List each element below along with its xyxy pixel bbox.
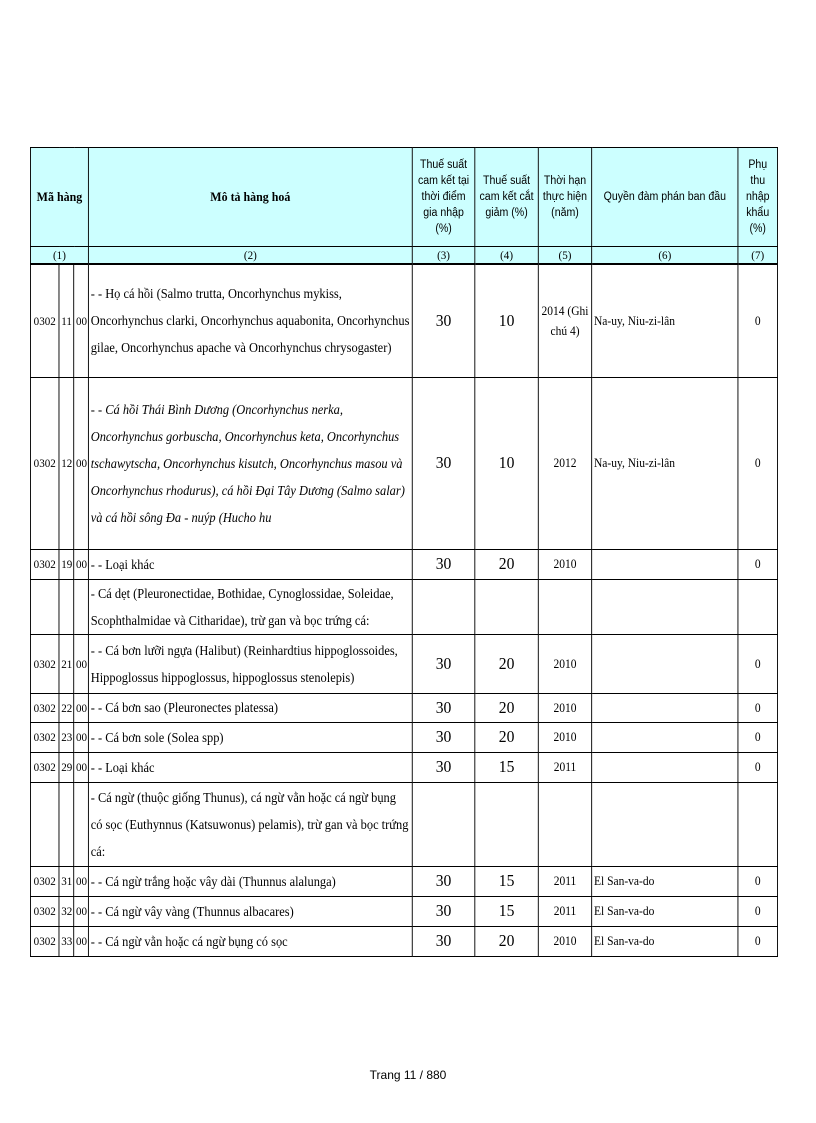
- implementation-year: 2010: [538, 634, 591, 693]
- code-chapter: 0302: [30, 264, 59, 377]
- rate-at-accession: 30: [412, 377, 475, 549]
- rate-committed: 20: [475, 549, 538, 579]
- rate-at-accession: 30: [412, 866, 475, 896]
- rate-committed: 20: [475, 722, 538, 752]
- implementation-year: 2011: [538, 896, 591, 926]
- code-heading: [59, 579, 74, 634]
- code-heading: 21: [59, 634, 74, 693]
- table-row: [30, 693, 777, 722]
- import-surcharge: 0: [738, 896, 778, 926]
- column-number: (7): [738, 247, 778, 265]
- code-subheading: 00: [74, 693, 89, 722]
- code-chapter: 0302: [30, 722, 59, 752]
- column-number: (1): [30, 247, 88, 265]
- column-number: (3): [412, 247, 475, 265]
- import-surcharge: 0: [738, 752, 778, 782]
- table-row: [30, 752, 777, 782]
- code-subheading: 00: [74, 722, 89, 752]
- table-row: [30, 264, 777, 377]
- rate-at-accession: 30: [412, 549, 475, 579]
- implementation-year: 2011: [538, 866, 591, 896]
- rate-at-accession: 30: [412, 896, 475, 926]
- rate-at-accession: 30: [412, 926, 475, 956]
- rate-committed: 10: [475, 377, 538, 549]
- rate-committed: 20: [475, 693, 538, 722]
- code-chapter: 0302: [30, 926, 59, 956]
- code-chapter: 0302: [30, 866, 59, 896]
- rate-at-accession: 30: [412, 693, 475, 722]
- rate-at-accession: [412, 579, 475, 634]
- code-heading: 22: [59, 693, 74, 722]
- rate-committed: 20: [475, 926, 538, 956]
- header-negotiating-rights: Quyền đàm phán ban đầu: [592, 148, 738, 247]
- column-number: (2): [88, 247, 412, 265]
- item-description: - - Cá bơn sole (Solea spp): [88, 722, 412, 752]
- code-subheading: 00: [74, 264, 89, 377]
- item-description: - - Loại khác: [88, 752, 412, 782]
- code-chapter: 0302: [30, 693, 59, 722]
- code-chapter: 0302: [30, 549, 59, 579]
- item-description: - - Cá hồi Thái Bình Dương (Oncorhynchus nerka, Oncorhynchus gorbuscha, Oncorhynchus keta, Oncorhynchus tschawytscha, Oncorhynchus kisutch, Oncorhynchus masou và Oncorhynchus rhodurus), cá hồi Đại Tây Dương (Salmo salar) và cá hồi sông Đa - nuýp (Hucho hu: [88, 377, 412, 549]
- code-subheading: 00: [74, 866, 89, 896]
- negotiating-rights: El San-va-do: [592, 896, 738, 926]
- rate-committed: 20: [475, 634, 538, 693]
- import-surcharge: 0: [738, 926, 778, 956]
- implementation-year: 2010: [538, 693, 591, 722]
- rate-at-accession: 30: [412, 634, 475, 693]
- rate-at-accession: 30: [412, 722, 475, 752]
- code-heading: 23: [59, 722, 74, 752]
- table-row: [30, 634, 777, 693]
- rate-committed: [475, 579, 538, 634]
- negotiating-rights: El San-va-do: [592, 866, 738, 896]
- item-description: - - Loại khác: [88, 549, 412, 579]
- negotiating-rights: [592, 634, 738, 693]
- import-surcharge: 0: [738, 264, 778, 377]
- table-row: [30, 896, 777, 926]
- rate-at-accession: 30: [412, 752, 475, 782]
- import-surcharge: 0: [738, 377, 778, 549]
- import-surcharge: [738, 579, 778, 634]
- code-subheading: 00: [74, 896, 89, 926]
- implementation-year: 2012: [538, 377, 591, 549]
- code-subheading: 00: [74, 752, 89, 782]
- code-heading: 33: [59, 926, 74, 956]
- import-surcharge: 0: [738, 549, 778, 579]
- code-chapter: [30, 782, 59, 866]
- item-description: - - Cá ngừ trắng hoặc vây dài (Thunnus alalunga): [88, 866, 412, 896]
- code-chapter: [30, 579, 59, 634]
- rate-committed: 15: [475, 866, 538, 896]
- import-surcharge: 0: [738, 866, 778, 896]
- negotiating-rights: Na-uy, Niu-zi-lân: [592, 264, 738, 377]
- header-code: Mã hàng: [30, 148, 88, 247]
- code-chapter: 0302: [30, 634, 59, 693]
- code-subheading: [74, 579, 89, 634]
- column-number: (5): [538, 247, 591, 265]
- import-surcharge: [738, 782, 778, 866]
- page-number: Trang 11 / 880: [369, 1068, 447, 1082]
- implementation-year: 2010: [538, 926, 591, 956]
- section-row: [30, 579, 777, 634]
- code-heading: 12: [59, 377, 74, 549]
- column-number: (6): [592, 247, 738, 265]
- table-row: [30, 549, 777, 579]
- code-subheading: 00: [74, 549, 89, 579]
- tariff-table: [30, 147, 778, 957]
- rate-committed: 15: [475, 896, 538, 926]
- column-number: (4): [475, 247, 538, 265]
- section-row: [30, 782, 777, 866]
- implementation-year: 2010: [538, 549, 591, 579]
- item-description: - - Cá ngừ vây vàng (Thunnus albacares): [88, 896, 412, 926]
- header-implementation-period: Thời hạn thực hiện (năm): [538, 148, 591, 247]
- implementation-year: 2014 (Ghi chú 4): [538, 264, 591, 377]
- code-heading: [59, 782, 74, 866]
- implementation-year: 2011: [538, 752, 591, 782]
- negotiating-rights: [592, 782, 738, 866]
- header-rate-committed: Thuế suất cam kết cắt giảm (%): [475, 148, 538, 247]
- negotiating-rights: [592, 722, 738, 752]
- code-heading: 32: [59, 896, 74, 926]
- negotiating-rights: [592, 752, 738, 782]
- table-row: [30, 377, 777, 549]
- implementation-year: [538, 579, 591, 634]
- implementation-year: [538, 782, 591, 866]
- code-subheading: 00: [74, 377, 89, 549]
- negotiating-rights: [592, 549, 738, 579]
- code-heading: 31: [59, 866, 74, 896]
- header-description: Mô tả hàng hoá: [88, 148, 412, 247]
- table-row: [30, 926, 777, 956]
- code-chapter: 0302: [30, 896, 59, 926]
- item-description: - - Cá ngừ vằn hoặc cá ngừ bụng có sọc: [88, 926, 412, 956]
- negotiating-rights: El San-va-do: [592, 926, 738, 956]
- header-rate-at-accession: Thuế suất cam kết tại thời điểm gia nhập (%): [412, 148, 475, 247]
- negotiating-rights: [592, 693, 738, 722]
- code-heading: 11: [59, 264, 74, 377]
- code-heading: 29: [59, 752, 74, 782]
- header-import-surcharge: Phụ thu nhập khẩu (%): [738, 148, 778, 247]
- code-heading: 19: [59, 549, 74, 579]
- code-chapter: 0302: [30, 752, 59, 782]
- import-surcharge: 0: [738, 722, 778, 752]
- section-description: - Cá ngừ (thuộc giống Thunus), cá ngừ vằn hoặc cá ngừ bụng có sọc (Euthynnus (Katsuwonus) pelamis), trừ gan và bọc trứng cá:: [88, 782, 412, 866]
- header-row: [30, 148, 777, 247]
- rate-committed: 10: [475, 264, 538, 377]
- table-row: [30, 866, 777, 896]
- import-surcharge: 0: [738, 634, 778, 693]
- import-surcharge: 0: [738, 693, 778, 722]
- implementation-year: 2010: [538, 722, 591, 752]
- code-chapter: 0302: [30, 377, 59, 549]
- rate-at-accession: 30: [412, 264, 475, 377]
- code-subheading: 00: [74, 634, 89, 693]
- item-description: - - Cá bơn sao (Pleuronectes platessa): [88, 693, 412, 722]
- negotiating-rights: Na-uy, Niu-zi-lân: [592, 377, 738, 549]
- rate-at-accession: [412, 782, 475, 866]
- column-number-row: [30, 247, 777, 265]
- rate-committed: 15: [475, 752, 538, 782]
- table-row: [30, 722, 777, 752]
- code-subheading: [74, 782, 89, 866]
- negotiating-rights: [592, 579, 738, 634]
- section-description: - Cá dẹt (Pleuronectidae, Bothidae, Cynoglossidae, Soleidae, Scophthalmidae và Citharidae), trừ gan và bọc trứng cá:: [88, 579, 412, 634]
- code-subheading: 00: [74, 926, 89, 956]
- item-description: - - Họ cá hồi (Salmo trutta, Oncorhynchus mykiss, Oncorhynchus clarki, Oncorhynchus aquabonita, Oncorhynchus gilae, Oncorhynchus apache và Oncorhynchus chrysogaster): [88, 264, 412, 377]
- item-description: - - Cá bơn lưỡi ngựa (Halibut) (Reinhardtius hippoglossoides, Hippoglossus hippoglossus, hippoglossus stenolepis): [88, 634, 412, 693]
- rate-committed: [475, 782, 538, 866]
